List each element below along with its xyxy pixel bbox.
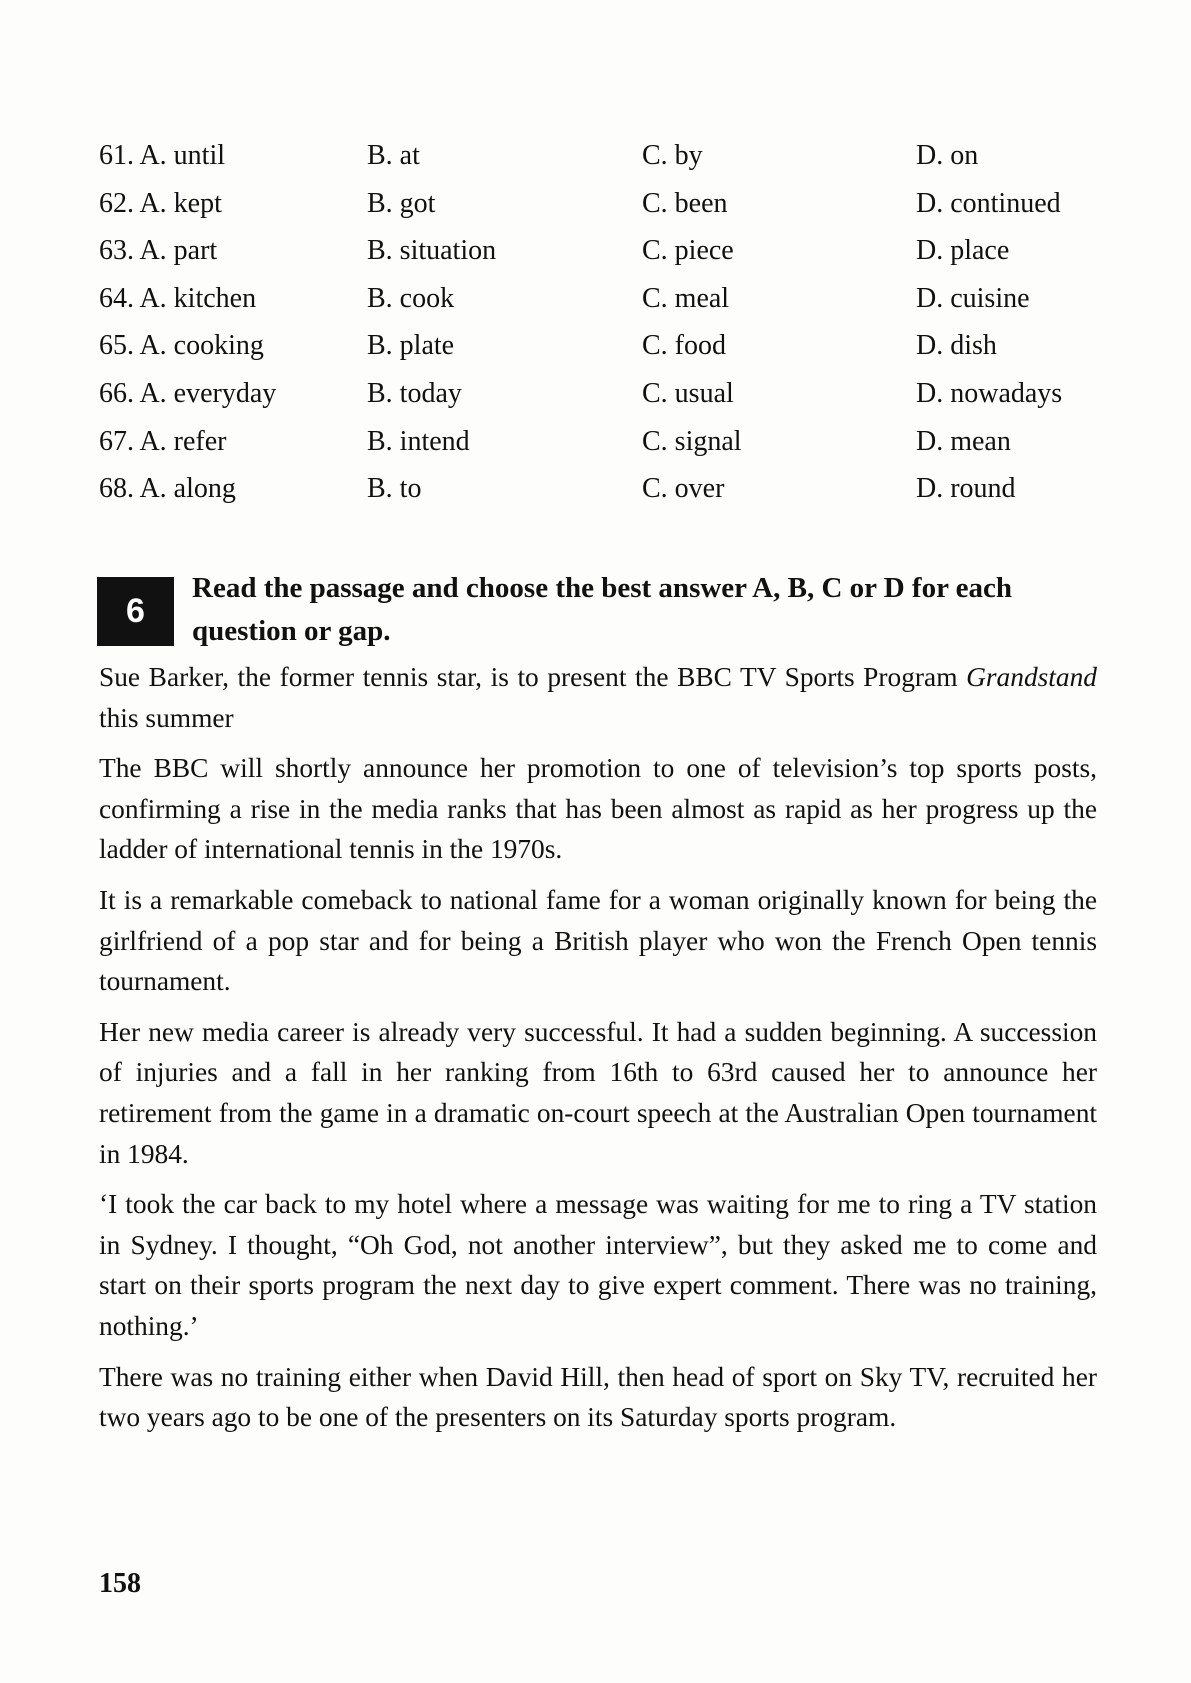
option-row-63 xyxy=(99,227,1099,275)
program-title: Grandstand xyxy=(966,662,1097,692)
option-c: C. signal xyxy=(642,425,742,457)
passage-paragraph: There was no training either when David Hill, then head of sport on Sky TV, recruited her two years ago to be one of the presenters on its Saturday sports program. xyxy=(99,1361,1097,1433)
option-row-67 xyxy=(99,418,1099,466)
option-a: 61. A. until xyxy=(99,140,226,171)
option-row-68 xyxy=(99,465,1099,513)
option-c: C. piece xyxy=(642,235,734,267)
option-c: C. over xyxy=(642,473,725,505)
option-row-61 xyxy=(99,132,1099,180)
option-a: 63. A. part xyxy=(99,235,218,267)
option-a: 64. A. kitchen xyxy=(99,282,257,314)
option-c: C. by xyxy=(642,140,703,171)
option-c: C. been xyxy=(642,187,728,219)
option-row-64 xyxy=(99,275,1099,323)
option-c: C. usual xyxy=(642,377,734,409)
option-a: 65. A. cooking xyxy=(99,330,264,362)
option-a: 66. A. everyday xyxy=(99,377,277,409)
option-d: D. cuisine xyxy=(916,282,1030,314)
option-b: B. cook xyxy=(367,282,455,314)
option-b: B. today xyxy=(367,377,462,409)
passage-paragraph: ‘I took the car back to my hotel where a message was waiting for me to ring a TV station in Sydney. I thought, “Oh God, not another interview”, but they asked me to come and start on their sports program the next day to give expert comment. There was no training, nothing.’ xyxy=(99,1189,1097,1341)
option-d: D. nowadays xyxy=(916,377,1063,409)
option-b: B. at xyxy=(367,140,420,171)
option-b: B. got xyxy=(367,187,436,219)
option-a: 67. A. refer xyxy=(99,425,227,457)
reading-passage xyxy=(99,657,1097,1448)
option-a: 62. A. kept xyxy=(99,187,222,219)
option-d: D. on xyxy=(916,140,979,171)
passage-paragraph: The BBC will shortly announce her promotion to one of television’s top sports posts, confirming a rise in the media ranks that has been almost as rapid as her progress up the ladder of international tennis in the 1970s. xyxy=(99,753,1097,865)
option-d: D. dish xyxy=(916,330,997,362)
option-c: C. meal xyxy=(642,282,730,314)
option-b: B. intend xyxy=(367,425,470,457)
option-row-62 xyxy=(99,180,1099,228)
section-number-badge: 6 xyxy=(97,577,174,646)
option-row-65 xyxy=(99,322,1099,370)
option-c: C. food xyxy=(642,330,726,362)
option-b: B. to xyxy=(367,473,422,505)
passage-text: Sue Barker, the former tennis star, is to present the BBC TV Sports Program xyxy=(99,662,967,692)
option-d: D. round xyxy=(916,473,1016,505)
passage-text: this summer xyxy=(99,702,234,733)
option-a: 68. A. along xyxy=(99,473,236,505)
answer-options-grid xyxy=(99,132,1099,513)
option-d: D. continued xyxy=(916,187,1061,219)
passage-paragraph xyxy=(99,657,1097,738)
page-number: 158 xyxy=(99,1568,141,1599)
section-instruction: Read the passage and choose the best answer A, B, C or D for each question or gap. xyxy=(192,572,1013,647)
passage-paragraph: It is a remarkable comeback to national fame for a woman originally known for being the girlfriend of a pop star and for being a British player who won the French Open tennis tournament. xyxy=(99,884,1097,997)
passage-paragraph: Her new media career is already very successful. It had a sudden beginning. A succession of injuries and a fall in her ranking from 16th to 63rd caused her to announce her retirement from the game in a dramatic on-court speech at the Australian Open tournament in 1984. xyxy=(99,1016,1097,1169)
option-row-66 xyxy=(99,370,1099,418)
option-d: D. place xyxy=(916,235,1010,267)
option-b: B. plate xyxy=(367,330,455,362)
option-d: D. mean xyxy=(916,425,1011,457)
option-b: B. situation xyxy=(367,235,497,267)
